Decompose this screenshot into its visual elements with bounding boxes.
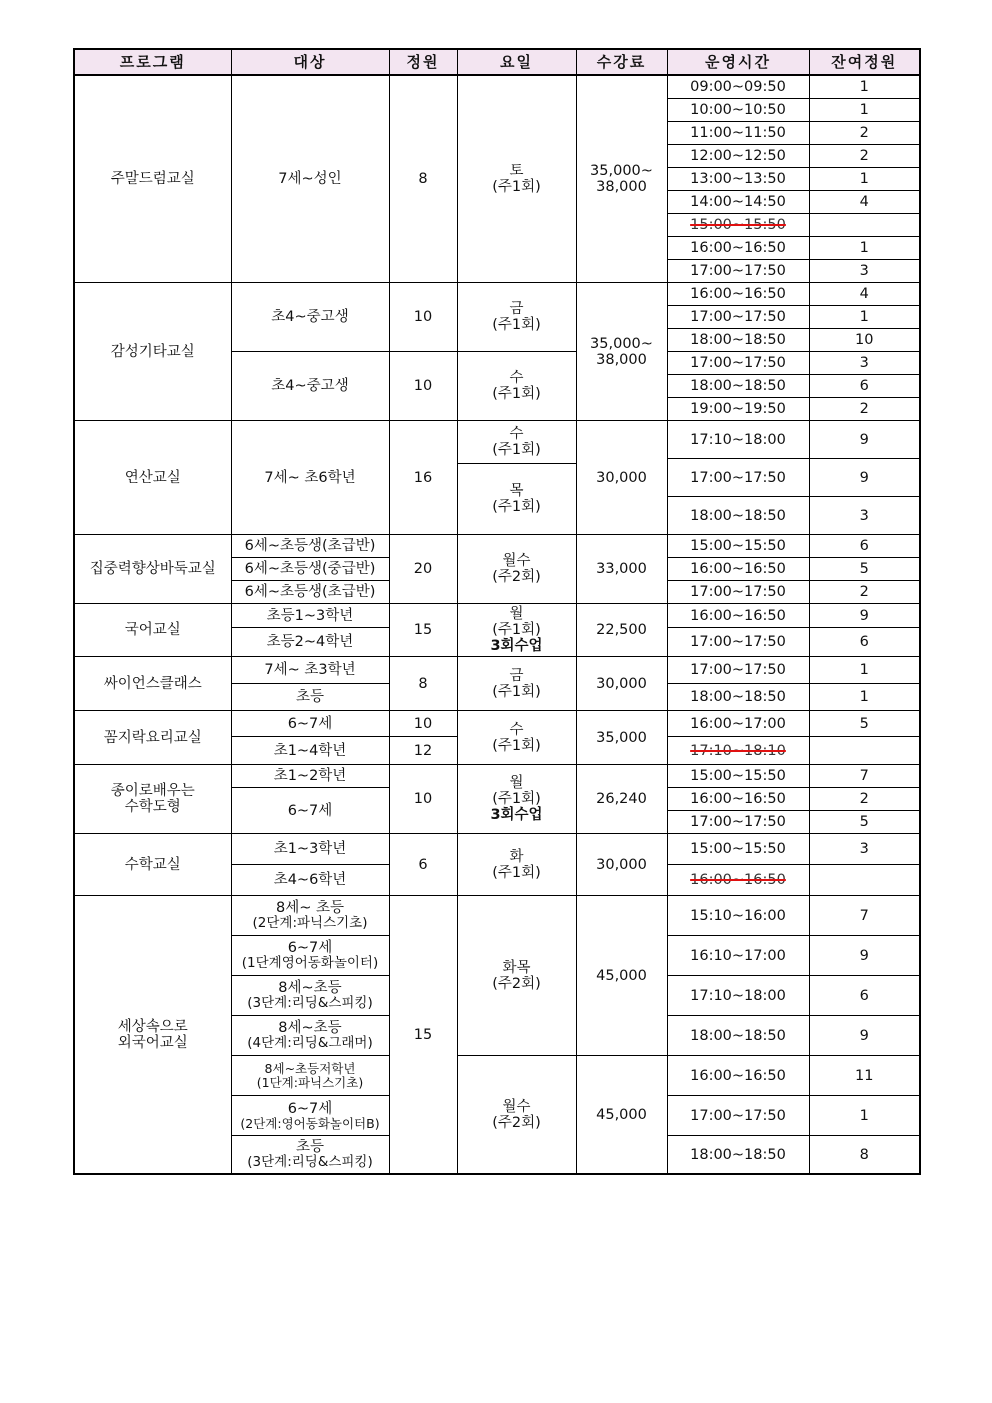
time-cell: 15:00~15:50 [667, 535, 809, 558]
capacity-cell: 15 [389, 604, 457, 657]
day-cell [457, 1056, 576, 1175]
time-cell: 12:00~12:50 [667, 145, 809, 168]
fee-cell: 26,240 [576, 765, 667, 834]
fee-cell: 30,000 [576, 834, 667, 896]
closed-time: 16:00~16:50 [690, 872, 786, 888]
remaining-cell: 6 [809, 375, 920, 398]
table-row [74, 657, 920, 684]
day-label: 화 [509, 848, 524, 865]
capacity-cell: 8 [389, 75, 457, 283]
time-cell: 18:00~18:50 [667, 1136, 809, 1175]
target-cell [231, 936, 389, 976]
remaining-cell: 2 [809, 122, 920, 145]
day-label: 화목 [502, 959, 531, 976]
target-cell [231, 1016, 389, 1056]
capacity-cell: 6 [389, 834, 457, 896]
time-cell: 19:00~19:50 [667, 398, 809, 421]
target-level: (3단계:리딩&스피킹) [247, 995, 373, 1011]
remaining-cell: 3 [809, 260, 920, 283]
day-cell [457, 711, 576, 765]
closed-time: 15:00~15:50 [690, 217, 786, 233]
time-cell: 11:00~11:50 [667, 122, 809, 145]
time-cell: 18:00~18:50 [667, 684, 809, 711]
day-cell [457, 834, 576, 896]
remaining-cell: 1 [809, 237, 920, 260]
day-cell [457, 535, 576, 604]
remaining-cell: 5 [809, 711, 920, 737]
time-cell: 16:00~17:00 [667, 711, 809, 737]
fee-cell: 30,000 [576, 657, 667, 711]
target-cell [231, 976, 389, 1016]
target-cell: 6~7세 [231, 788, 389, 834]
frequency-label: (주2회) [492, 1114, 541, 1131]
target-cell: 초등1~3학년 [231, 604, 389, 628]
target-cell: 초4~중고생 [231, 352, 389, 421]
target-cell: 6세~초등생(초급반) [231, 535, 389, 558]
frequency-label: (주2회) [492, 569, 541, 585]
remaining-cell: 2 [809, 788, 920, 811]
remaining-cell: 3 [809, 834, 920, 865]
day-label: 월 [509, 775, 524, 791]
target-cell: 초1~3학년 [231, 834, 389, 865]
capacity-cell: 15 [389, 896, 457, 1175]
program-name: 꼼지락요리교실 [74, 711, 231, 765]
header-fee: 수강료 [576, 49, 667, 75]
day-label: 월수 [502, 553, 531, 569]
remaining-cell: 1 [809, 75, 920, 99]
remaining-cell [809, 214, 920, 237]
program-name: 종이로배우는 수학도형 [74, 765, 231, 834]
target-cell: 초등2~4학년 [231, 628, 389, 657]
day-label: 토 [509, 163, 524, 179]
day-label: 금 [509, 667, 524, 684]
table-row [74, 535, 920, 558]
table-row [74, 711, 920, 737]
frequency-label: (주1회) [492, 442, 541, 458]
remaining-cell: 1 [809, 168, 920, 191]
capacity-cell: 8 [389, 657, 457, 711]
header-row [74, 49, 920, 75]
time-cell: 17:00~17:50 [667, 1096, 809, 1136]
target-level: (2단계:파닉스기초) [252, 915, 368, 931]
time-cell: 18:00~18:50 [667, 375, 809, 398]
time-cell: 17:00~17:50 [667, 581, 809, 604]
day-cell [457, 464, 576, 535]
frequency-label: (주1회) [492, 864, 541, 881]
table-row [74, 75, 920, 99]
frequency-label: (주1회) [492, 179, 541, 195]
frequency-label: (주1회) [492, 386, 541, 402]
time-cell: 10:00~10:50 [667, 99, 809, 122]
target-line: 6~7세 [287, 940, 333, 956]
remaining-cell: 1 [809, 684, 920, 711]
remaining-cell: 10 [809, 329, 920, 352]
time-cell: 16:00~16:50 [667, 237, 809, 260]
program-name: 감성기타교실 [74, 283, 231, 421]
target-line: 초등 [295, 1139, 324, 1155]
table-row [74, 283, 920, 306]
time-cell: 17:00~17:50 [667, 628, 809, 657]
table-row [74, 765, 920, 788]
time-cell: 17:00~17:50 [667, 811, 809, 834]
table-row [74, 421, 920, 459]
table-row [74, 834, 920, 865]
time-cell-closed [667, 865, 809, 896]
remaining-cell: 3 [809, 352, 920, 375]
time-cell-closed [667, 737, 809, 765]
target-cell: 초4~중고생 [231, 283, 389, 352]
frequency-label: (주1회) [492, 317, 541, 333]
fee-cell: 30,000 [576, 421, 667, 535]
target-cell: 초4~6학년 [231, 865, 389, 896]
fee-cell: 45,000 [576, 896, 667, 1056]
time-cell: 17:00~17:50 [667, 657, 809, 684]
remaining-cell [809, 865, 920, 896]
table-row [74, 896, 920, 936]
target-line: 8세~초등 [278, 1020, 342, 1036]
fee-cell: 35,000~ 38,000 [576, 75, 667, 283]
fee-cell: 35,000~ 38,000 [576, 283, 667, 421]
remaining-cell: 1 [809, 1096, 920, 1136]
frequency-label: (주1회) [492, 737, 541, 754]
remaining-cell: 11 [809, 1056, 920, 1096]
target-level: (2단계:영어동화놀이터B) [240, 1115, 380, 1131]
time-cell: 18:00~18:50 [667, 497, 809, 535]
frequency-label: (주2회) [492, 975, 541, 992]
day-cell [457, 765, 576, 834]
target-cell: 7세~성인 [231, 75, 389, 283]
remaining-cell: 7 [809, 896, 920, 936]
target-line: 8세~초등저학년 [264, 1060, 356, 1076]
target-cell: 6~7세 [231, 711, 389, 737]
time-cell: 16:10~17:00 [667, 936, 809, 976]
session-note: 3회수업 [490, 638, 543, 654]
target-cell: 7세~ 초6학년 [231, 421, 389, 535]
target-line: 8세~ 초등 [275, 900, 344, 916]
remaining-cell: 6 [809, 628, 920, 657]
frequency-label: (주1회) [492, 622, 541, 638]
header-time: 운영시간 [667, 49, 809, 75]
day-cell [457, 657, 576, 711]
fee-cell: 22,500 [576, 604, 667, 657]
time-cell: 17:00~17:50 [667, 306, 809, 329]
program-name: 싸이언스클래스 [74, 657, 231, 711]
time-cell: 09:00~09:50 [667, 75, 809, 99]
target-cell [231, 896, 389, 936]
program-name: 국어교실 [74, 604, 231, 657]
target-cell [231, 1056, 389, 1096]
fee-cell: 35,000 [576, 711, 667, 765]
capacity-cell: 10 [389, 352, 457, 421]
target-level: (1단계영어동화놀이터) [241, 955, 379, 971]
remaining-cell: 1 [809, 306, 920, 329]
target-cell: 7세~ 초3학년 [231, 657, 389, 684]
day-label: 수 [509, 426, 524, 442]
time-cell: 17:00~17:50 [667, 459, 809, 497]
time-cell: 18:00~18:50 [667, 329, 809, 352]
time-cell: 15:10~16:00 [667, 896, 809, 936]
day-cell [457, 283, 576, 352]
remaining-cell: 2 [809, 398, 920, 421]
day-cell [457, 75, 576, 283]
target-line: 8세~초등 [278, 980, 342, 996]
fee-cell: 45,000 [576, 1056, 667, 1175]
target-cell: 초1~2학년 [231, 765, 389, 788]
capacity-cell: 10 [389, 711, 457, 737]
target-cell: 초등 [231, 684, 389, 711]
remaining-cell [809, 737, 920, 765]
remaining-cell: 7 [809, 765, 920, 788]
remaining-cell: 2 [809, 581, 920, 604]
remaining-cell: 8 [809, 1136, 920, 1175]
remaining-cell: 9 [809, 459, 920, 497]
program-name: 세상속으로 외국어교실 [74, 896, 231, 1175]
frequency-label: (주1회) [492, 791, 541, 807]
program-name: 연산교실 [74, 421, 231, 535]
program-name: 수학교실 [74, 834, 231, 896]
header-program: 프로그램 [74, 49, 231, 75]
session-note: 3회수업 [490, 807, 543, 823]
program-name: 집중력향상바둑교실 [74, 535, 231, 604]
time-cell: 17:00~17:50 [667, 352, 809, 375]
header-target: 대상 [231, 49, 389, 75]
remaining-cell: 6 [809, 976, 920, 1016]
day-label: 월수 [502, 1098, 531, 1115]
time-cell: 15:00~15:50 [667, 765, 809, 788]
remaining-cell: 1 [809, 657, 920, 684]
header-day: 요일 [457, 49, 576, 75]
day-cell [457, 896, 576, 1056]
closed-time: 17:10~18:10 [690, 742, 786, 759]
remaining-cell: 2 [809, 145, 920, 168]
time-cell: 16:00~16:50 [667, 788, 809, 811]
capacity-cell: 10 [389, 765, 457, 834]
day-label: 금 [509, 301, 524, 317]
day-label: 목 [509, 483, 524, 499]
program-name: 주말드럼교실 [74, 75, 231, 283]
capacity-cell: 20 [389, 535, 457, 604]
target-line: 6~7세 [287, 1100, 333, 1117]
time-cell: 18:00~18:50 [667, 1016, 809, 1056]
capacity-cell: 16 [389, 421, 457, 535]
remaining-cell: 3 [809, 497, 920, 535]
remaining-cell: 5 [809, 811, 920, 834]
time-cell: 17:00~17:50 [667, 260, 809, 283]
remaining-cell: 4 [809, 283, 920, 306]
remaining-cell: 9 [809, 604, 920, 628]
target-cell: 6세~초등생(중급반) [231, 558, 389, 581]
remaining-cell: 5 [809, 558, 920, 581]
time-cell: 13:00~13:50 [667, 168, 809, 191]
time-cell: 15:00~15:50 [667, 834, 809, 865]
header-remaining: 잔여정원 [809, 49, 920, 75]
day-label: 수 [509, 721, 524, 738]
remaining-cell: 9 [809, 421, 920, 459]
target-cell: 6세~초등생(초급반) [231, 581, 389, 604]
time-cell: 16:00~16:50 [667, 558, 809, 581]
time-cell: 17:10~18:00 [667, 421, 809, 459]
target-cell [231, 1136, 389, 1175]
remaining-cell: 4 [809, 191, 920, 214]
table-row [74, 604, 920, 628]
capacity-cell: 12 [389, 737, 457, 765]
time-cell: 16:00~16:50 [667, 604, 809, 628]
target-level: (3단계:리딩&스피킹) [247, 1154, 373, 1170]
remaining-cell: 9 [809, 936, 920, 976]
day-label: 월 [509, 606, 524, 622]
fee-cell: 33,000 [576, 535, 667, 604]
capacity-cell: 10 [389, 283, 457, 352]
header-capacity: 정원 [389, 49, 457, 75]
time-cell: 14:00~14:50 [667, 191, 809, 214]
remaining-cell: 1 [809, 99, 920, 122]
time-cell: 16:00~16:50 [667, 283, 809, 306]
day-cell [457, 604, 576, 657]
frequency-label: (주1회) [492, 499, 541, 515]
remaining-cell: 9 [809, 1016, 920, 1056]
target-level: (1단계:파닉스기초) [256, 1074, 364, 1090]
day-cell [457, 352, 576, 421]
target-level: (4단계:리딩&그래머) [247, 1035, 373, 1051]
time-cell: 16:00~16:50 [667, 1056, 809, 1096]
day-cell [457, 421, 576, 464]
frequency-label: (주1회) [492, 683, 541, 700]
target-cell: 초1~4학년 [231, 737, 389, 765]
day-label: 수 [509, 370, 524, 386]
target-cell [231, 1096, 389, 1136]
remaining-cell: 6 [809, 535, 920, 558]
time-cell-closed [667, 214, 809, 237]
time-cell: 17:10~18:00 [667, 976, 809, 1016]
program-schedule-table [73, 48, 921, 1175]
